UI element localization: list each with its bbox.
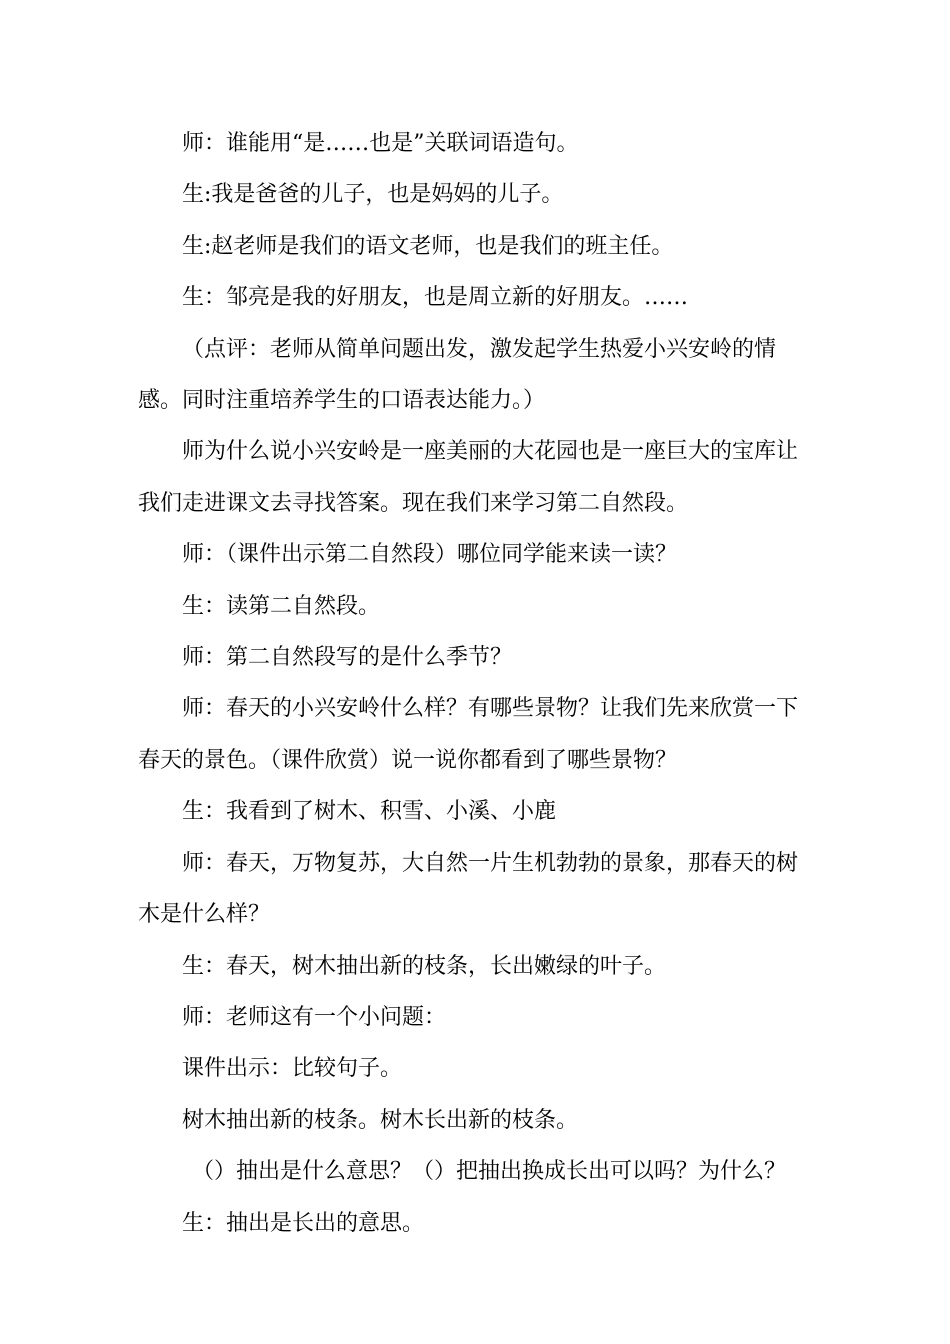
paragraph: 师：谁能用“是……也是”关联词语造句。 — [182, 131, 579, 156]
paragraph: 生：春天，树木抽出新的枝条，长出嫩绿的叶子。 — [182, 953, 667, 979]
paragraph: 生：读第二自然段。 — [182, 593, 381, 619]
paragraph: 生：抽出是长出的意思。 — [182, 1210, 425, 1236]
paragraph: 师：春天，万物复苏，大自然一片生机勃勃的景象，那春天的树木是什么样？ — [138, 850, 799, 928]
question-paragraph: （）抽出是什么意思？（）把抽出换成长出可以吗？为什么？ — [192, 1159, 787, 1185]
document-body — [138, 118, 818, 1249]
paragraph: 树木抽出新的枝条。树木长出新的枝条。 — [182, 1107, 579, 1133]
paragraph: 课件出示：比较句子。 — [182, 1056, 403, 1082]
paragraph: 师：春天的小兴安岭什么样？有哪些景物？让我们先来欣赏一下春天的景色。（课件欣赏）说一说你都看到了哪些景物？ — [138, 696, 799, 773]
paragraph: 生:我是爸爸的儿子，也是妈妈的儿子。 — [182, 182, 564, 208]
paragraph: 师为什么说小兴安岭是一座美丽的大花园也是一座巨大的宝库让我们走进课文去寻找答案。现在我们来学习第二自然段。 — [138, 439, 799, 516]
paragraph: 师：（课件出示第二自然段）哪位同学能来读一读？ — [182, 542, 678, 568]
paragraph: 师：老师这有一个小问题： — [182, 1004, 447, 1030]
comment-paragraph: （点评：老师从简单问题出发，激发起学生热爱小兴安岭的情感。同时注重培养学生的口语表达能力。） — [138, 336, 777, 414]
paragraph: 生：我看到了树木、积雪、小溪、小鹿 — [182, 799, 557, 825]
paragraph: 师：第二自然段写的是什么季节？ — [182, 645, 513, 671]
paragraph: 生：邹亮是我的好朋友，也是周立新的好朋友。…… — [182, 285, 689, 311]
paragraph: 生:赵老师是我们的语文老师，也是我们的班主任。 — [182, 233, 674, 259]
